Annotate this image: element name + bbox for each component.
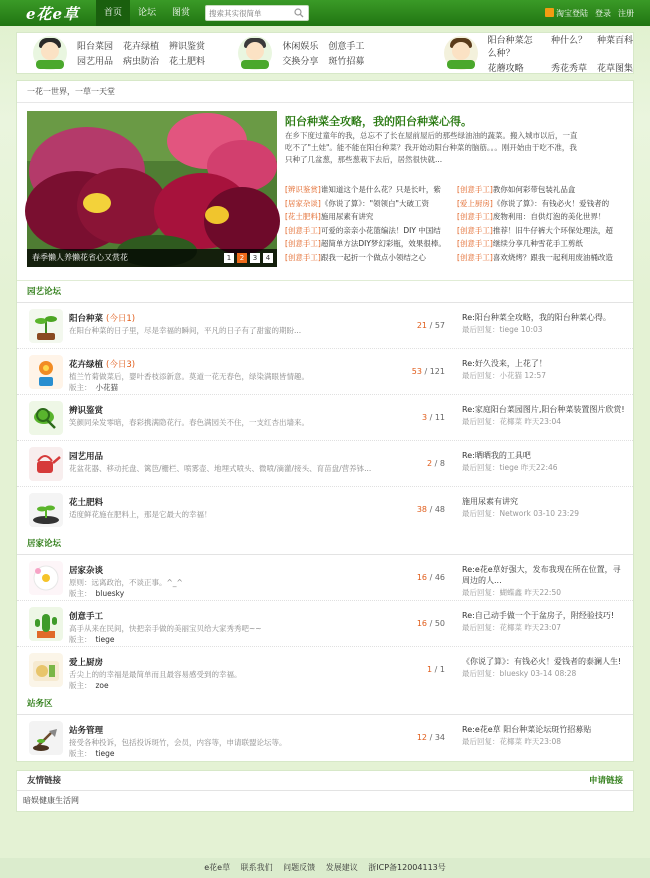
forum-counts: 1 / 1: [427, 665, 445, 674]
slide-page-1[interactable]: 1: [224, 253, 234, 263]
forum-row: [17, 395, 633, 441]
forum-counts: 21 / 57: [416, 321, 445, 330]
forum-moderator: 版主： bluesky: [69, 589, 125, 598]
last-post-link[interactable]: Re:好久没来，上花了！: [462, 359, 547, 368]
forum-description: 舌尖上的的幸福是最简单而且最容易感受到的幸福。: [69, 670, 242, 679]
last-post-link[interactable]: Re:e花e草好强大，发布我现在所在位置，寻周边的人...: [462, 565, 621, 585]
forum-moderator: 版主： 小花猫: [69, 383, 118, 392]
last-post-link[interactable]: Re:晒晒我的工具吧: [462, 451, 531, 460]
forum-moderator: [69, 474, 73, 483]
forum-list: [17, 555, 633, 693]
login-link[interactable]: 登录: [595, 8, 611, 18]
news-tag: [花土肥料]: [285, 212, 321, 221]
category-link[interactable]: 斑竹招募: [328, 57, 365, 67]
forum-counts: 16 / 50: [416, 619, 445, 628]
news-tag: [创意手工]: [457, 185, 493, 194]
news-item[interactable]: [457, 251, 629, 265]
moderator-link[interactable]: bluesky: [95, 589, 125, 598]
featured-summary: 在乡下度过童年的我，总忘不了长在屋前屋后的那些绿油油的蔬菜。搬入城市以后，一直吃不了"土娃"。能不能在阳台种菜？我开始动阳台种菜的脑筋。。。刚开始由于吃不准，我只种了几盆葱，那些葱栽下去后，居然很快就...: [285, 131, 578, 164]
pansy-photo: [27, 111, 277, 267]
last-post-meta: 最后回复：花椰菜 昨天23:07: [462, 623, 561, 632]
news-title: 推荐！旧牛仔裤大个环保处理法，超: [492, 225, 613, 235]
forum-counts: 53 / 121: [411, 367, 445, 376]
section-title[interactable]: 园艺论坛: [17, 281, 633, 303]
news-title: 谁知道这个是什么花？只是长叶，紫: [320, 185, 441, 194]
category-group-home: [222, 33, 427, 73]
forum-name[interactable]: 辨识鉴赏: [69, 406, 104, 416]
friend-links-header: 友情链接 申请链接: [17, 771, 633, 791]
news-item[interactable]: [285, 251, 457, 265]
category-link[interactable]: 阳台菜园: [77, 42, 114, 52]
friend-link[interactable]: 暗娱健康生活网: [23, 796, 79, 805]
forum-counts: 16 / 46: [416, 573, 445, 582]
news-title: 废物利用：自供灯泡的美化世界！: [492, 212, 606, 221]
forum-description: 植兰竹菊做菜后，婴叶香枝添新意。莫道一花无春色，绿染满眼皆情趣。: [69, 372, 309, 381]
forum-moderator: [69, 336, 73, 345]
news-item[interactable]: [457, 197, 629, 211]
last-post: [462, 610, 627, 633]
search-icon[interactable]: [294, 8, 304, 18]
news-item[interactable]: [285, 183, 457, 197]
footer-link[interactable]: 发展建议: [325, 863, 358, 872]
last-post-meta: 最后回复：花椰菜 昨天23:04: [462, 417, 561, 426]
site-logo[interactable]: e花e草: [26, 5, 80, 23]
news-tag: [创意手工]: [285, 225, 321, 235]
last-post-link[interactable]: Re:家庭阳台菜园图片,阳台种菜装置图片欣赏!: [462, 405, 625, 414]
last-post-meta: 最后回复：tiege 10:03: [462, 325, 543, 334]
main-content: [16, 80, 634, 762]
friend-links-panel: [16, 770, 634, 812]
forum-row: [17, 487, 633, 533]
leisure-avatar-icon: [238, 36, 272, 70]
news-tag: [创意手工]: [285, 252, 321, 262]
kitchen-icon[interactable]: [29, 653, 63, 687]
category-link[interactable]: 花草图集: [596, 63, 633, 74]
forum-name[interactable]: 站务管理: [69, 726, 104, 736]
forum-moderator: [69, 428, 73, 437]
category-link[interactable]: 辨识鉴赏: [169, 42, 206, 52]
featured-area: [17, 103, 633, 281]
forum-row: [17, 601, 633, 647]
shovel-plant-icon[interactable]: [29, 721, 63, 755]
last-post: [462, 450, 627, 473]
category-link[interactable]: 花蘑攻略: [487, 63, 524, 74]
last-post-meta: 最后回复：Network 03-10 23:29: [462, 509, 579, 518]
news-tag: [创意手工]: [457, 212, 493, 221]
news-title: 继续分享几种雪花手工剪纸: [492, 239, 583, 248]
last-post: [462, 312, 627, 335]
category-link[interactable]: 创意手工: [328, 42, 365, 52]
last-post-meta: 最后回复：tiege 昨天22:46: [462, 463, 558, 472]
category-group-garden: [17, 33, 222, 73]
icp-number[interactable]: 浙ICP备12004113号: [368, 863, 446, 872]
moderator-link[interactable]: 小花猫: [95, 383, 118, 392]
featured-slideshow[interactable]: [27, 111, 277, 267]
top-navigation-bar: [0, 0, 650, 26]
watering-can-icon[interactable]: [29, 447, 63, 481]
news-tag: [爱上厨房]: [457, 198, 493, 208]
user-links: [545, 0, 634, 26]
forum-row: [17, 555, 633, 601]
forum-description: 原则：远离政治，不谈正事。^_^: [69, 578, 183, 587]
moderator-link[interactable]: tiege: [95, 635, 115, 644]
news-item[interactable]: [285, 197, 457, 211]
site-slogan: 一花一世界，一草一天堂: [17, 81, 633, 103]
last-post-meta: 最后回复：花椰菜 昨天23:08: [462, 737, 561, 746]
guide-avatar-icon: [444, 36, 478, 70]
forum-row: [17, 303, 633, 349]
news-title: 跟我一起折一个做点小领结之心: [320, 252, 426, 262]
news-item[interactable]: [457, 183, 629, 197]
forum-description: 在阳台种菜的日子里，尽是幸福的瞬间，平凡的日子有了甜蜜的期盼...: [69, 326, 302, 335]
category-link[interactable]: 秀花秀草: [550, 63, 587, 74]
last-post-link[interactable]: Re:阳台种菜全攻略，我的阳台种菜心得。: [462, 313, 611, 322]
slide-page-3[interactable]: 3: [250, 253, 260, 263]
footer-link[interactable]: 问题反馈: [283, 863, 316, 872]
forum-counts: 3 / 11: [421, 413, 445, 422]
last-post-link[interactable]: 《你说了算》：有钱必火！爱钱者的泰澜人生!: [462, 657, 622, 666]
featured-headline[interactable]: 阳台种菜全攻略，我的阳台种菜心得。: [285, 115, 472, 128]
forum-description: 笑颜同朵发零暗，春彩携满隐花行。春色满园关不住，一支红杏出墙来。: [69, 418, 309, 427]
last-post-link[interactable]: 施用尿素有讲究: [462, 497, 518, 506]
taobao-login-link[interactable]: 淘宝登陆: [545, 8, 588, 19]
last-post: [462, 404, 627, 427]
forum-counts: 38 / 48: [416, 505, 445, 514]
news-tag: [创意手工]: [285, 239, 321, 248]
seedling-icon[interactable]: [29, 309, 63, 343]
forum-row: [17, 715, 633, 761]
last-post: [462, 496, 627, 519]
forum-row: [17, 349, 633, 395]
forum-description: 适度鲜花施在肥料上，那是它最大的幸福！: [69, 510, 212, 519]
footer: [0, 858, 650, 878]
magnifier-leaf-icon[interactable]: [29, 401, 63, 435]
forum-sections: [17, 281, 633, 761]
news-item[interactable]: [457, 210, 629, 224]
news-item[interactable]: [457, 224, 629, 238]
news-title: 教你如何彩带包装礼品盒: [492, 185, 576, 194]
news-title: 施用尿素有讲究: [320, 212, 374, 221]
search-box: [205, 5, 309, 21]
slide-pager: [224, 253, 273, 263]
forum-moderator: 版主： tiege: [69, 635, 115, 644]
last-post: [462, 724, 627, 747]
category-link[interactable]: 交换分享: [282, 57, 319, 67]
slide-caption: 春季懒人养懒花省心又赏花 1 2 3 4: [27, 249, 277, 267]
gardener-avatar-icon: [33, 36, 67, 70]
category-link[interactable]: 园艺用品: [77, 57, 114, 67]
forum-moderator: [69, 520, 73, 529]
category-panel: [16, 32, 634, 74]
forum-counts: 2 / 8: [427, 459, 445, 468]
taobao-icon: [545, 8, 554, 17]
news-tag: [创意手工]: [457, 239, 493, 248]
forum-moderator: 版主： tiege: [69, 749, 115, 758]
forum-description: 花盆花器、移动托盘、篱笆/栅栏、喷雾壶、地埋式喷头、微喷/滴灌/接头、育苗盘/营养钵...: [69, 464, 372, 473]
category-link[interactable]: 病虫防治: [123, 57, 160, 67]
today-count: (今日1): [106, 314, 136, 324]
moderator-link[interactable]: zoe: [95, 681, 109, 690]
news-item[interactable]: [285, 224, 457, 238]
forum-description: 接受各种投诉，包括投诉斑竹，会员，内容等，申请联盟论坛等。: [69, 738, 287, 747]
news-tag: [辨识鉴赏]: [285, 185, 321, 194]
news-item[interactable]: [457, 237, 629, 251]
nav-forum[interactable]: 论坛: [138, 8, 157, 18]
news-title: 喜欢烧烤？跟我一起利用废油桶改造: [492, 252, 613, 262]
last-post: [462, 564, 627, 598]
news-tag: [创意手工]: [457, 225, 493, 235]
last-post-link[interactable]: Re:e花e草 阳台种菜论坛斑竹招募贴: [462, 725, 592, 734]
category-link[interactable]: 花卉绿植: [123, 42, 160, 52]
last-post: [462, 656, 627, 679]
moderator-link[interactable]: tiege: [95, 749, 115, 758]
forum-name[interactable]: 居家杂谈: [69, 566, 104, 576]
footer-link[interactable]: 联系我们: [240, 863, 273, 872]
category-link[interactable]: 休闲娱乐: [282, 42, 319, 52]
slide-page-2[interactable]: 2: [237, 253, 247, 263]
news-title: 《你说了算》：有钱必火！爱钱者的: [492, 198, 610, 208]
footer-link[interactable]: e花e草: [204, 863, 231, 872]
forum-counts: 12 / 34: [416, 733, 445, 742]
slide-page-4[interactable]: 4: [263, 253, 273, 263]
daisy-icon[interactable]: [29, 561, 63, 595]
forum-name[interactable]: 花卉绿植 (今日3): [69, 360, 136, 370]
news-tag: [居家杂谈]: [285, 198, 321, 208]
news-tag: [创意手工]: [457, 252, 493, 262]
section-title[interactable]: 居家论坛: [17, 533, 633, 555]
search-input[interactable]: [206, 6, 292, 20]
forum-list: [17, 303, 633, 533]
last-post-meta: 最后回复：小花猫 12:57: [462, 371, 546, 380]
news-title: 可爱的亲亲小花篮编法！DIY 中国结: [320, 225, 441, 235]
forum-row: [17, 441, 633, 487]
cactus-icon[interactable]: [29, 607, 63, 641]
forum-name[interactable]: 园艺用品: [69, 452, 104, 462]
register-link[interactable]: 注册: [618, 8, 634, 18]
category-link[interactable]: 种菜百科: [596, 35, 633, 46]
news-list: [285, 183, 630, 264]
apply-link-button[interactable]: 申请链接: [588, 776, 623, 786]
soil-sprout-icon[interactable]: [29, 493, 63, 527]
category-link[interactable]: 阳台种菜怎么种？: [487, 35, 533, 59]
forum-name[interactable]: 创意手工: [69, 612, 104, 622]
forum-description: 高手从来在民间，快把亲手做的美丽宝贝给大家秀秀吧~~: [69, 624, 262, 633]
forum-row: [17, 647, 633, 693]
last-post-meta: 最后回复：蝴蝶鑫 昨天22:50: [462, 588, 561, 597]
news-item[interactable]: [285, 210, 457, 224]
forum-name[interactable]: 花土肥料: [69, 498, 104, 508]
flower-pot-icon[interactable]: [29, 355, 63, 389]
news-title: 超简单方法DIY梦幻彩瓶，效果很棒。: [320, 239, 446, 248]
main-nav: [96, 0, 198, 26]
forum-list: [17, 715, 633, 761]
nav-gallery[interactable]: 图赏: [172, 8, 191, 18]
forum-name[interactable]: 爱上厨房: [69, 658, 104, 668]
category-link[interactable]: 种什么？: [550, 35, 587, 46]
last-post: [462, 358, 627, 381]
section-title[interactable]: 站务区: [17, 693, 633, 715]
forum-name[interactable]: 阳台种菜 (今日1): [69, 314, 136, 324]
today-count: (今日3): [106, 360, 136, 370]
last-post-meta: 最后回复：bluesky 03-14 08:28: [462, 669, 577, 678]
forum-moderator: 版主： zoe: [69, 681, 109, 690]
nav-home[interactable]: 首页: [96, 0, 130, 26]
category-group-guide: [428, 33, 633, 73]
news-title: 《你说了算》："领领白"大破工资: [320, 198, 430, 208]
news-item[interactable]: [285, 237, 457, 251]
category-link[interactable]: 花土肥料: [169, 57, 206, 67]
last-post-link[interactable]: Re:自己动手做一个于盆房子，附经验技巧!: [462, 611, 615, 620]
